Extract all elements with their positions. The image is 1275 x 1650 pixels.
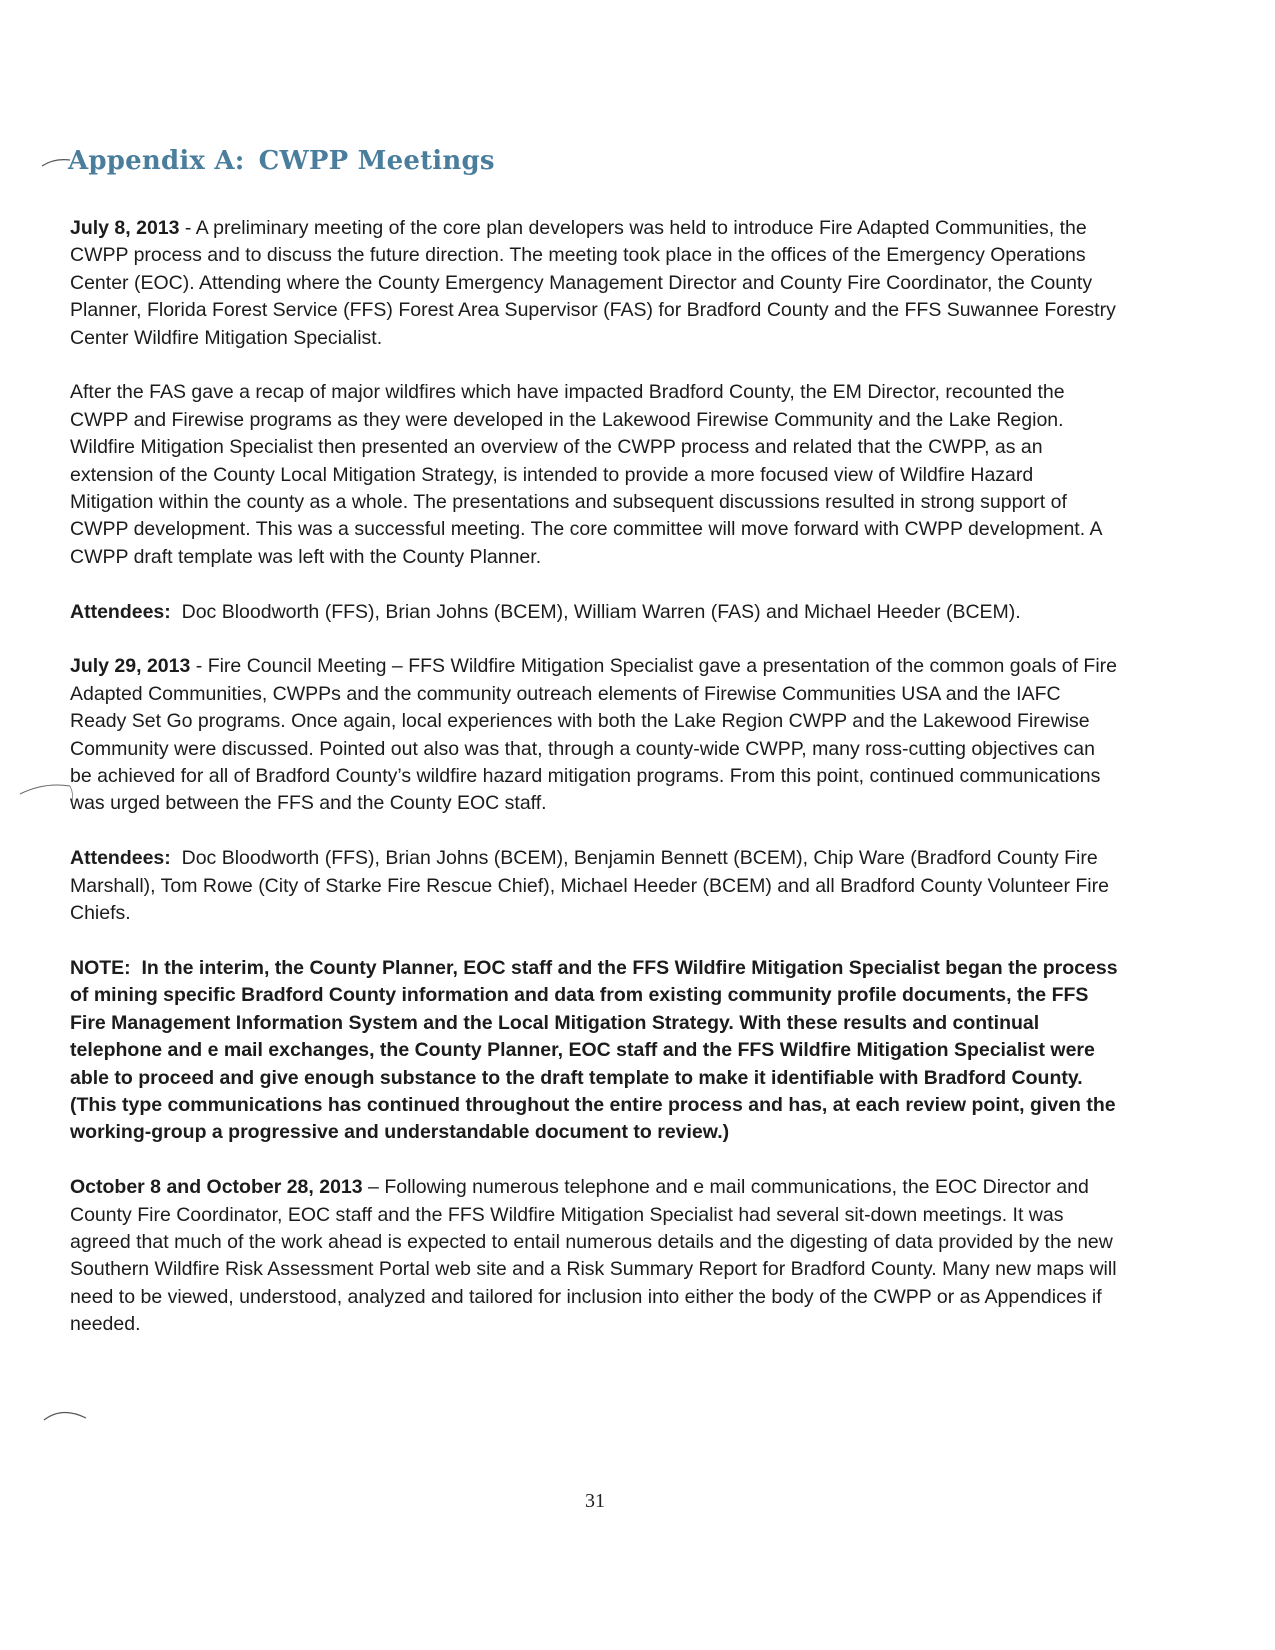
note-text: In the interim, the County Planner, EOC staff and the FFS Wildfire Mitigation Specialist began the process of mining specific Bradford County information and data from existing community profile documents, the FFS Fire Management Information System and the Local Mitigation Strategy. With these results and continual telephone and e mail exchanges, the County Planner, EOC staff and the FFS Wildfire Mitigation Specialist were able to proceed and give enough substance to the draft template to make it identifiable with Bradford County. (This type communications has continued throughout the entire process and has, at each review point, given the working-group a progressive and understandable document to review.) bbox=[70, 956, 1118, 1144]
meeting-date-separator: – bbox=[362, 1176, 385, 1199]
appendix-heading-title: CWPP Meetings bbox=[258, 146, 495, 176]
appendix-heading bbox=[68, 146, 495, 176]
scan-mark-bottom bbox=[42, 1402, 92, 1426]
meeting-description: Fire Council Meeting – FFS Wildfire Mitigation Specialist gave a presentation of the common goals of Fire Adapted Communities, CWPPs and the community outreach elements of Firewise Communities USA and the IAFC Ready Set Go programs. Once again, local experiences with both the Lake Region CWPP and the Lakewood Firewise Community were discussed. Pointed out also was that, through a county-wide CWPP, many ross-cutting objectives can be achieved for all of Bradford County’s wildfire hazard mitigation programs. From this point, continued communications was urged between the FFS and the County EOC staff. bbox=[70, 655, 1118, 815]
attendees-label: Attendees: bbox=[70, 847, 171, 870]
meeting-october bbox=[70, 1174, 1122, 1338]
meeting-july-29 bbox=[70, 653, 1122, 817]
meeting-description: Following numerous telephone and e mail communications, the EOC Director and County Fire Coordinator, EOC staff and the FFS Wildfire Mitigation Specialist had several sit-down meetings. It was agreed that much of the work ahead is expected to entail numerous details and the digesting of data provided by the new Southern Wildfire Risk Assessment Portal web site and a Risk Summary Report for Bradford County. Many new maps will need to be viewed, understood, analyzed and tailored for inclusion into either the body of the CWPP or as Appendices if needed. bbox=[70, 1176, 1117, 1336]
meeting-date-separator: - bbox=[190, 655, 208, 678]
document-body bbox=[70, 215, 1122, 1366]
attendees-july-29 bbox=[70, 845, 1122, 927]
scan-mark-middle bbox=[18, 780, 78, 810]
attendees-list: Doc Bloodworth (FFS), Brian Johns (BCEM), William Warren (FAS) and Michael Heeder (BCEM). bbox=[181, 600, 1021, 623]
meeting-date: July 8, 2013 bbox=[70, 217, 180, 239]
meeting-date: July 29, 2013 bbox=[70, 655, 191, 678]
meeting-july-8-summary bbox=[70, 379, 1122, 571]
meeting-date-separator: - bbox=[179, 217, 196, 239]
page-number: 31 bbox=[585, 1490, 605, 1512]
note-label: NOTE: bbox=[70, 956, 131, 979]
attendees-label: Attendees: bbox=[70, 600, 171, 623]
meeting-description: A preliminary meeting of the core plan developers was held to introduce Fire Adapted Communities, the CWPP process and to discuss the future direction. The meeting took place in the offices of the Emergency Operations Center (EOC). Attending where the County Emergency Management Director and County Fire Coordinator, the County Planner, Florida Forest Service (FFS) Forest Area Supervisor (FAS) for Bradford County and the FFS Suwannee Forestry Center Wildfire Mitigation Specialist. bbox=[70, 217, 1116, 349]
attendees-list: Doc Bloodworth (FFS), Brian Johns (BCEM), Benjamin Bennett (BCEM), Chip Ware (Bradford County Fire Marshall), Tom Rowe (City of Starke Fire Rescue Chief), Michael Heeder (BCEM) and all Bradford County Volunteer Fire Chiefs. bbox=[70, 847, 1109, 925]
interim-note bbox=[70, 955, 1122, 1147]
meeting-july-8 bbox=[70, 215, 1122, 352]
meeting-date: October 8 and October 28, 2013 bbox=[70, 1176, 363, 1199]
meeting-summary-text: After the FAS gave a recap of major wildfires which have impacted Bradford County, the EM Director, recounted the CWPP and Firewise programs as they were developed in the Lakewood Firewise Community and the Lake Region. Wildfire Mitigation Specialist then presented an overview of the CWPP process and related that the CWPP, as an extension of the County Local Mitigation Strategy, is intended to provide a more focused view of Wildfire Hazard Mitigation within the county as a whole. The presentations and subsequent discussions resulted in strong support of CWPP development. This was a successful meeting. The core committee will move forward with CWPP development. A CWPP draft template was left with the County Planner. bbox=[70, 381, 1102, 568]
attendees-july-8 bbox=[70, 599, 1122, 626]
appendix-heading-prefix: Appendix A: bbox=[68, 146, 245, 176]
